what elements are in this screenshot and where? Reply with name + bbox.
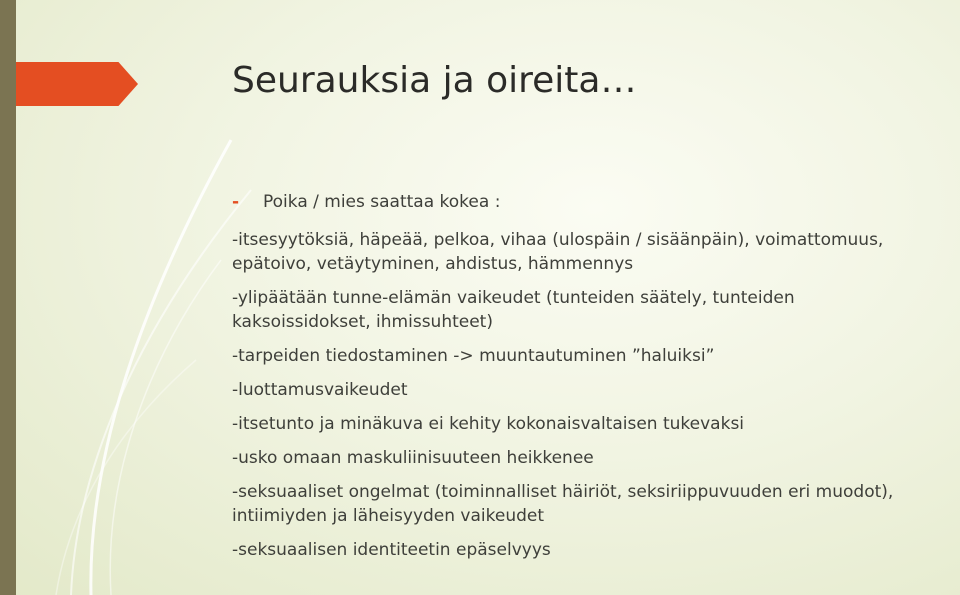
paragraph-line: -ylipäätään tunne-elämän vaikeudet (tunteiden säätely, tunteiden xyxy=(232,288,795,308)
paragraph-line: epätoivo, vetäytyminen, ahdistus, hämmennys xyxy=(232,254,634,274)
paragraph-line: -seksuaaliset ongelmat (toiminnalliset häiriöt, seksiriippuvuuden eri muodot), xyxy=(232,482,894,502)
paragraph-emotional-life xyxy=(232,286,956,334)
paragraph-masculinity xyxy=(232,446,956,470)
bullet-marker: - xyxy=(232,192,240,212)
paragraph-line: -luottamusvaikeudet xyxy=(232,380,408,400)
paragraph-trust xyxy=(232,378,956,402)
paragraph-sexual-problems xyxy=(232,480,956,528)
bullet-text: Poika / mies saattaa kokea : xyxy=(263,192,501,212)
slide-content xyxy=(232,190,956,572)
paragraph-line: kaksoissidokset, ihmissuhteet) xyxy=(232,312,493,332)
paragraph-needs xyxy=(232,344,956,368)
paragraph-identity xyxy=(232,538,956,562)
left-sidebar-bar xyxy=(0,0,16,595)
slide-title: Seurauksia ja oireita… xyxy=(232,60,637,101)
paragraph-feelings xyxy=(232,228,956,276)
paragraph-line: -itsetunto ja minäkuva ei kehity kokonaisvaltaisen tukevaksi xyxy=(232,414,745,434)
paragraph-line: -usko omaan maskuliinisuuteen heikkenee xyxy=(232,448,594,468)
paragraph-line: -itsesyytöksiä, häpeää, pelkoa, vihaa (ulospäin / sisäänpäin), voimattomuus, xyxy=(232,230,884,250)
paragraph-line: intiimiyden ja läheisyyden vaikeudet xyxy=(232,506,545,526)
paragraph-line: -tarpeiden tiedostaminen -> muuntautuminen ”haluiksi” xyxy=(232,346,715,366)
bullet-item xyxy=(232,190,956,214)
paragraph-line: -seksuaalisen identiteetin epäselvyys xyxy=(232,540,551,560)
paragraph-self-esteem xyxy=(232,412,956,436)
